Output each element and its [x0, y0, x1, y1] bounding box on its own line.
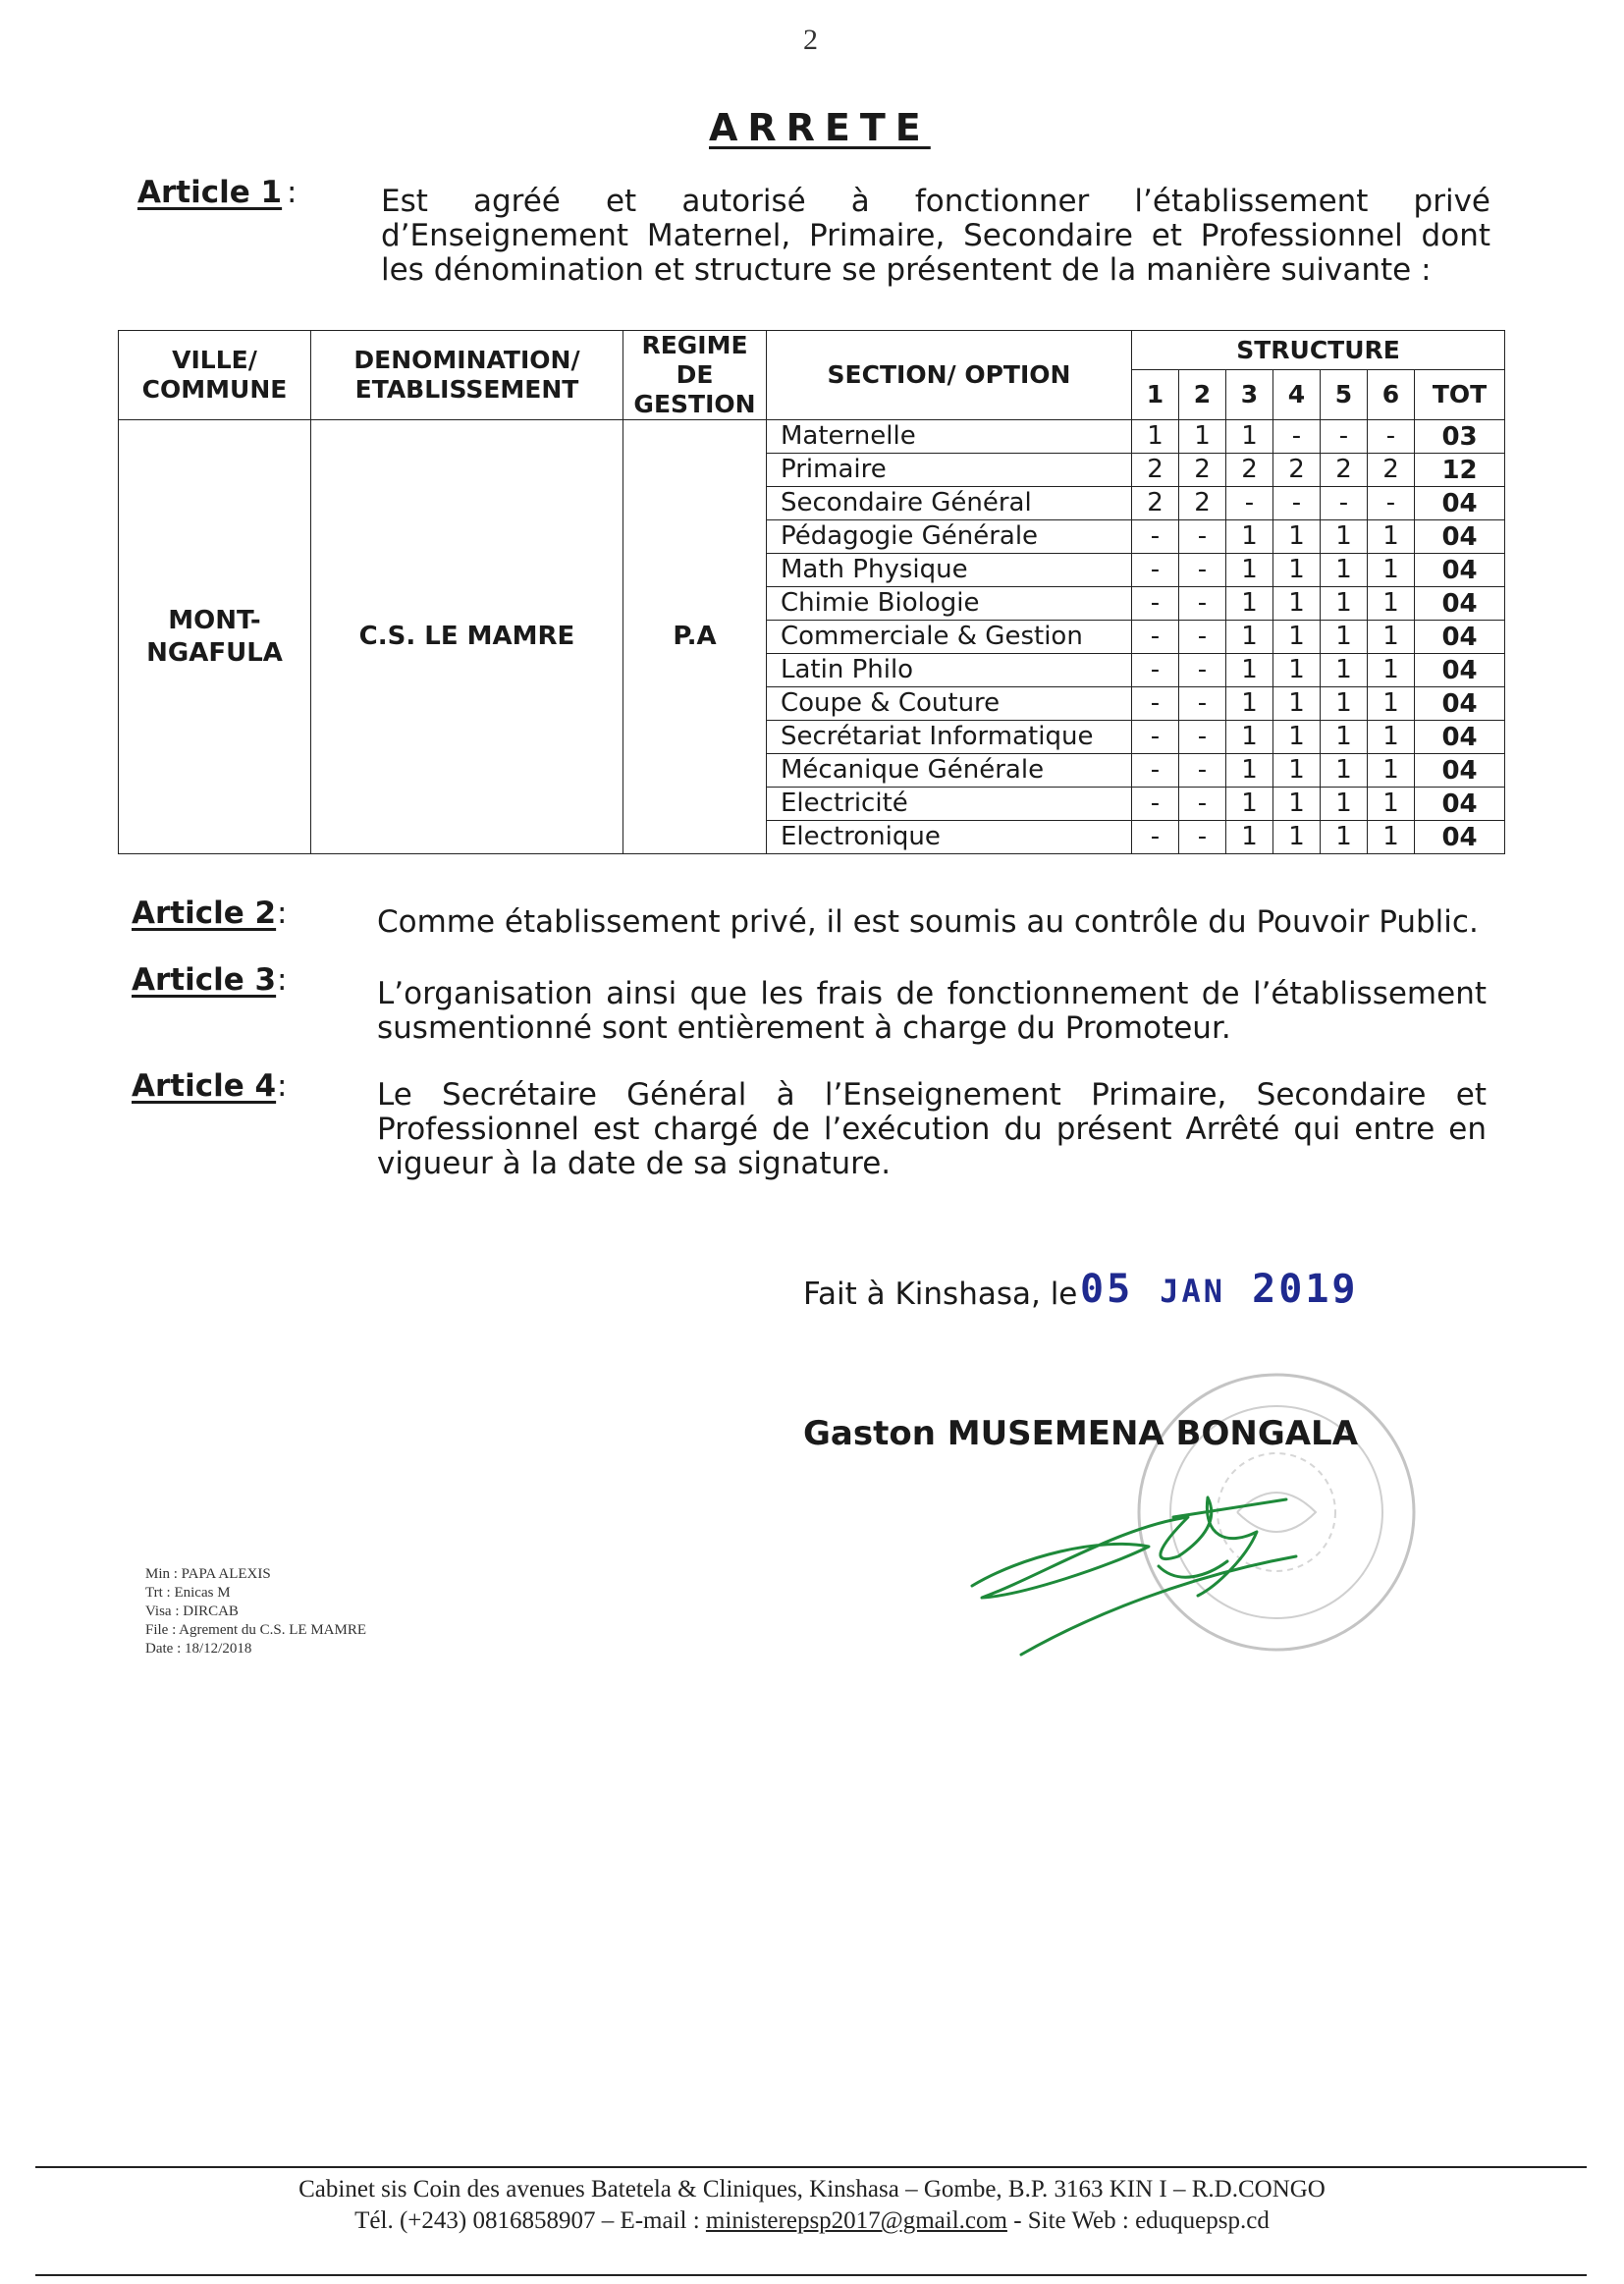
cell-value: 1 — [1368, 587, 1415, 621]
cell-value: 2 — [1273, 454, 1321, 487]
article-4-label: Article 4 — [132, 1068, 277, 1104]
header-col-tot: TOT — [1415, 370, 1505, 420]
date-stamp-day: 05 — [1080, 1267, 1134, 1312]
cell-total: 04 — [1415, 587, 1505, 621]
cell-value: 1 — [1321, 821, 1368, 854]
cell-section: Pédagogie Générale — [767, 520, 1132, 554]
cell-value: 1 — [1226, 520, 1273, 554]
cell-value: 2 — [1321, 454, 1368, 487]
cell-value: 2 — [1132, 454, 1179, 487]
article-4-colon: : — [277, 1068, 288, 1104]
article-1-text: Est agréé et autorisé à fonctionner l’établissement privé d’Enseignement Maternel, Primaire, Secondaire et Professionnel dont les dénomination et structure se présentent de la manière suivante : — [381, 184, 1490, 288]
cell-value: 1 — [1321, 520, 1368, 554]
cell-value: - — [1179, 687, 1226, 721]
cell-value: - — [1132, 520, 1179, 554]
header-col-3: 3 — [1226, 370, 1273, 420]
cell-value: 1 — [1132, 420, 1179, 454]
cell-value: 1 — [1273, 687, 1321, 721]
visa-line: Min : PAPA ALEXIS — [145, 1566, 271, 1582]
article-2-text: Comme établissement privé, il est soumis au contrôle du Pouvoir Public. — [377, 904, 1479, 940]
header-ville: VILLE/ COMMUNE — [119, 331, 311, 420]
date-stamp-month: JAN — [1160, 1273, 1226, 1310]
cell-value: 1 — [1273, 654, 1321, 687]
cell-section: Coupe & Couture — [767, 687, 1132, 721]
cell-value: 1 — [1368, 621, 1415, 654]
footer-contact — [0, 2207, 1624, 2235]
cell-value: - — [1132, 821, 1179, 854]
article-3-label: Article 3 — [132, 962, 277, 998]
cell-value: - — [1132, 754, 1179, 788]
cell-denomination: C.S. LE MAMRE — [311, 420, 623, 854]
cell-value: 1 — [1273, 754, 1321, 788]
cell-value: 1 — [1273, 821, 1321, 854]
cell-value: 1 — [1226, 821, 1273, 854]
cell-section: Commerciale & Gestion — [767, 621, 1132, 654]
cell-section: Chimie Biologie — [767, 587, 1132, 621]
cell-value: - — [1132, 654, 1179, 687]
header-col-2: 2 — [1179, 370, 1226, 420]
header-col-1: 1 — [1132, 370, 1179, 420]
cell-section: Secondaire Général — [767, 487, 1132, 520]
cell-section: Latin Philo — [767, 654, 1132, 687]
cell-value: 1 — [1321, 621, 1368, 654]
cell-value: 2 — [1179, 454, 1226, 487]
cell-value: 1 — [1321, 788, 1368, 821]
cell-value: 1 — [1226, 687, 1273, 721]
cell-value: - — [1179, 788, 1226, 821]
date-stamp — [1080, 1267, 1358, 1312]
article-2-colon: : — [277, 896, 288, 931]
structure-table — [118, 330, 1505, 854]
signatory-name: Gaston MUSEMENA BONGALA — [803, 1414, 1359, 1453]
cell-section: Maternelle — [767, 420, 1132, 454]
cell-value: 1 — [1226, 554, 1273, 587]
cell-section: Secrétariat Informatique — [767, 721, 1132, 754]
cell-value: 1 — [1226, 420, 1273, 454]
cell-value: - — [1132, 587, 1179, 621]
cell-value: 1 — [1368, 821, 1415, 854]
cell-section: Primaire — [767, 454, 1132, 487]
cell-value: - — [1132, 621, 1179, 654]
cell-regime: P.A — [623, 420, 767, 854]
cell-value: - — [1132, 788, 1179, 821]
footer-email-link[interactable]: ministerepsp2017@gmail.com — [705, 2207, 1007, 2234]
cell-value: 1 — [1368, 754, 1415, 788]
cell-value: 1 — [1226, 621, 1273, 654]
header-regime: REGIME DE GESTION — [623, 331, 767, 420]
footer-top-rule — [35, 2166, 1587, 2168]
cell-value: - — [1132, 687, 1179, 721]
footer-web: - Site Web : eduquepsp.cd — [1013, 2207, 1270, 2234]
header-col-6: 6 — [1368, 370, 1415, 420]
cell-value: - — [1273, 420, 1321, 454]
cell-value: 1 — [1368, 687, 1415, 721]
cell-value: - — [1179, 554, 1226, 587]
cell-total: 04 — [1415, 821, 1505, 854]
cell-value: 1 — [1226, 654, 1273, 687]
cell-value: - — [1368, 487, 1415, 520]
cell-value: 1 — [1226, 721, 1273, 754]
visa-line: Trt : Enicas M — [145, 1585, 231, 1601]
cell-value: 1 — [1321, 754, 1368, 788]
cell-value: 1 — [1273, 621, 1321, 654]
footer-tel: Tél. (+243) 0816858907 – E-mail : — [354, 2207, 700, 2234]
cell-value: - — [1179, 587, 1226, 621]
cell-value: - — [1132, 721, 1179, 754]
cell-value: 2 — [1132, 487, 1179, 520]
cell-section: Electricité — [767, 788, 1132, 821]
cell-value: 1 — [1179, 420, 1226, 454]
cell-value: 1 — [1321, 687, 1368, 721]
cell-value: 1 — [1321, 587, 1368, 621]
cell-value: 2 — [1179, 487, 1226, 520]
article-3-text: L’organisation ainsi que les frais de fonctionnement de l’établissement susmentionné sont entièrement à charge du Promoteur. — [377, 976, 1487, 1046]
cell-value: - — [1226, 487, 1273, 520]
cell-value: - — [1179, 754, 1226, 788]
cell-section: Mécanique Générale — [767, 754, 1132, 788]
article-1-colon: : — [287, 175, 298, 210]
visa-line: Visa : DIRCAB — [145, 1604, 239, 1619]
document-title: ARRETE — [709, 106, 931, 149]
cell-value: 1 — [1368, 788, 1415, 821]
cell-total: 04 — [1415, 554, 1505, 587]
cell-value: - — [1179, 821, 1226, 854]
cell-total: 03 — [1415, 420, 1505, 454]
header-structure: STRUCTURE — [1132, 331, 1505, 370]
cell-total: 04 — [1415, 654, 1505, 687]
cell-value: - — [1179, 520, 1226, 554]
cell-total: 04 — [1415, 788, 1505, 821]
cell-value: - — [1179, 621, 1226, 654]
header-col-4: 4 — [1273, 370, 1321, 420]
cell-value: 1 — [1368, 554, 1415, 587]
cell-value: 1 — [1273, 520, 1321, 554]
place-date-label: Fait à Kinshasa, le — [803, 1277, 1078, 1312]
cell-value: 1 — [1368, 654, 1415, 687]
header-section: SECTION/ OPTION — [767, 331, 1132, 420]
article-1-label: Article 1 — [137, 175, 283, 210]
cell-value: 2 — [1226, 454, 1273, 487]
visa-block — [145, 1565, 366, 1659]
cell-total: 04 — [1415, 487, 1505, 520]
cell-value: 1 — [1273, 587, 1321, 621]
table-row — [119, 420, 1505, 454]
header-denomination: DENOMINATION/ ETABLISSEMENT — [311, 331, 623, 420]
date-stamp-year: 2019 — [1252, 1267, 1359, 1312]
cell-value: - — [1179, 721, 1226, 754]
cell-value: 1 — [1368, 721, 1415, 754]
cell-ville: MONT- NGAFULA — [119, 420, 311, 854]
page-number: 2 — [803, 24, 818, 56]
cell-value: 1 — [1368, 520, 1415, 554]
article-3-colon: : — [277, 962, 288, 998]
cell-total: 04 — [1415, 621, 1505, 654]
cell-value: 1 — [1321, 654, 1368, 687]
cell-value: 1 — [1273, 554, 1321, 587]
cell-value: 1 — [1321, 721, 1368, 754]
cell-value: 1 — [1226, 788, 1273, 821]
cell-value: - — [1132, 554, 1179, 587]
header-col-5: 5 — [1321, 370, 1368, 420]
cell-value: - — [1321, 487, 1368, 520]
footer-address: Cabinet sis Coin des avenues Batetela & Cliniques, Kinshasa – Gombe, B.P. 3163 KIN I – R.D.CONGO — [298, 2176, 1326, 2202]
cell-value: - — [1368, 420, 1415, 454]
cell-section: Math Physique — [767, 554, 1132, 587]
visa-line: Date : 18/12/2018 — [145, 1641, 252, 1657]
cell-total: 04 — [1415, 721, 1505, 754]
cell-value: 1 — [1273, 788, 1321, 821]
cell-value: 1 — [1226, 587, 1273, 621]
signature-icon — [962, 1478, 1316, 1664]
cell-section: Electronique — [767, 821, 1132, 854]
visa-line: File : Agrement du C.S. LE MAMRE — [145, 1622, 366, 1638]
footer-bottom-rule — [35, 2274, 1587, 2276]
cell-value: - — [1273, 487, 1321, 520]
cell-total: 04 — [1415, 754, 1505, 788]
cell-total: 04 — [1415, 520, 1505, 554]
cell-value: 1 — [1321, 554, 1368, 587]
article-4-text: Le Secrétaire Général à l’Enseignement Primaire, Secondaire et Professionnel est chargé de l’exécution du présent Arrêté qui entre en vigueur à la date de sa signature. — [377, 1077, 1487, 1181]
cell-value: 1 — [1273, 721, 1321, 754]
cell-value: 2 — [1368, 454, 1415, 487]
cell-value: - — [1321, 420, 1368, 454]
cell-value: 1 — [1226, 754, 1273, 788]
article-2-label: Article 2 — [132, 896, 277, 931]
cell-total: 04 — [1415, 687, 1505, 721]
cell-value: - — [1179, 654, 1226, 687]
cell-total: 12 — [1415, 454, 1505, 487]
